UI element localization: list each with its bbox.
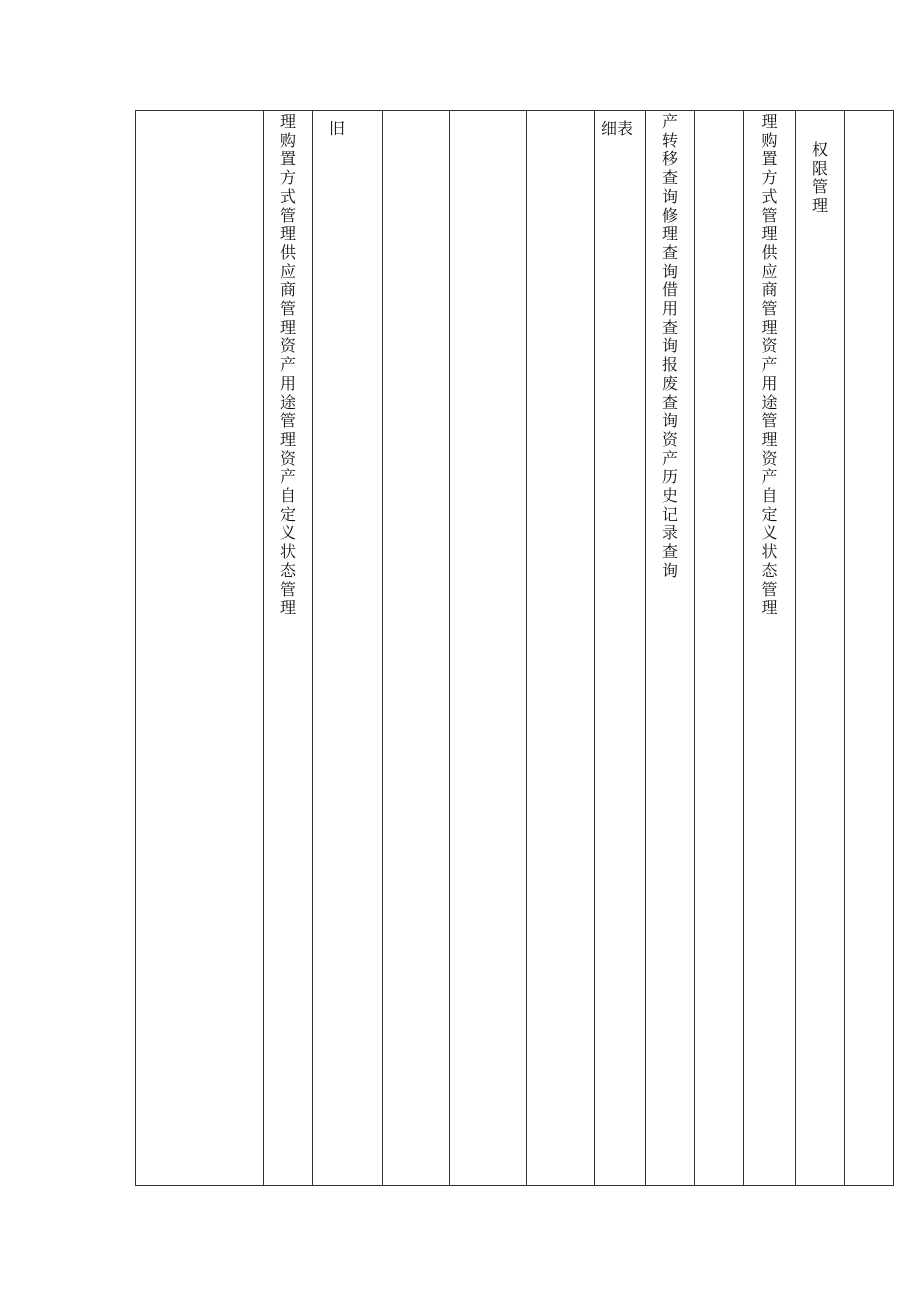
table-column-2: [264, 111, 313, 1185]
table-column-8: [646, 111, 695, 1185]
cell-text-basic-management-2: 理购置方式管理供应商管理资产用途管理资产自定义状态管理: [761, 112, 778, 618]
table-column-11: [796, 111, 845, 1185]
table-column-9: [695, 111, 744, 1185]
cell-text-query-list: 产转移查询修理查询借用查询报废查询资产历史记录查询: [661, 112, 678, 580]
table-column-12: [845, 111, 893, 1185]
table-column-6: [527, 111, 595, 1185]
table-column-1: [136, 111, 264, 1185]
cell-text-old: 旧: [329, 119, 346, 138]
table-column-10: [744, 111, 796, 1185]
document-table: [135, 110, 894, 1186]
table-column-5: [450, 111, 527, 1185]
cell-text-permission-management: 权限管理: [811, 140, 828, 216]
table-column-4: [383, 111, 450, 1185]
cell-text-basic-management: 理购置方式管理供应商管理资产用途管理资产自定义状态管理: [279, 112, 296, 618]
cell-text-detail-table: 细表: [601, 119, 634, 138]
table-column-3: [313, 111, 383, 1185]
table-column-7: [595, 111, 646, 1185]
